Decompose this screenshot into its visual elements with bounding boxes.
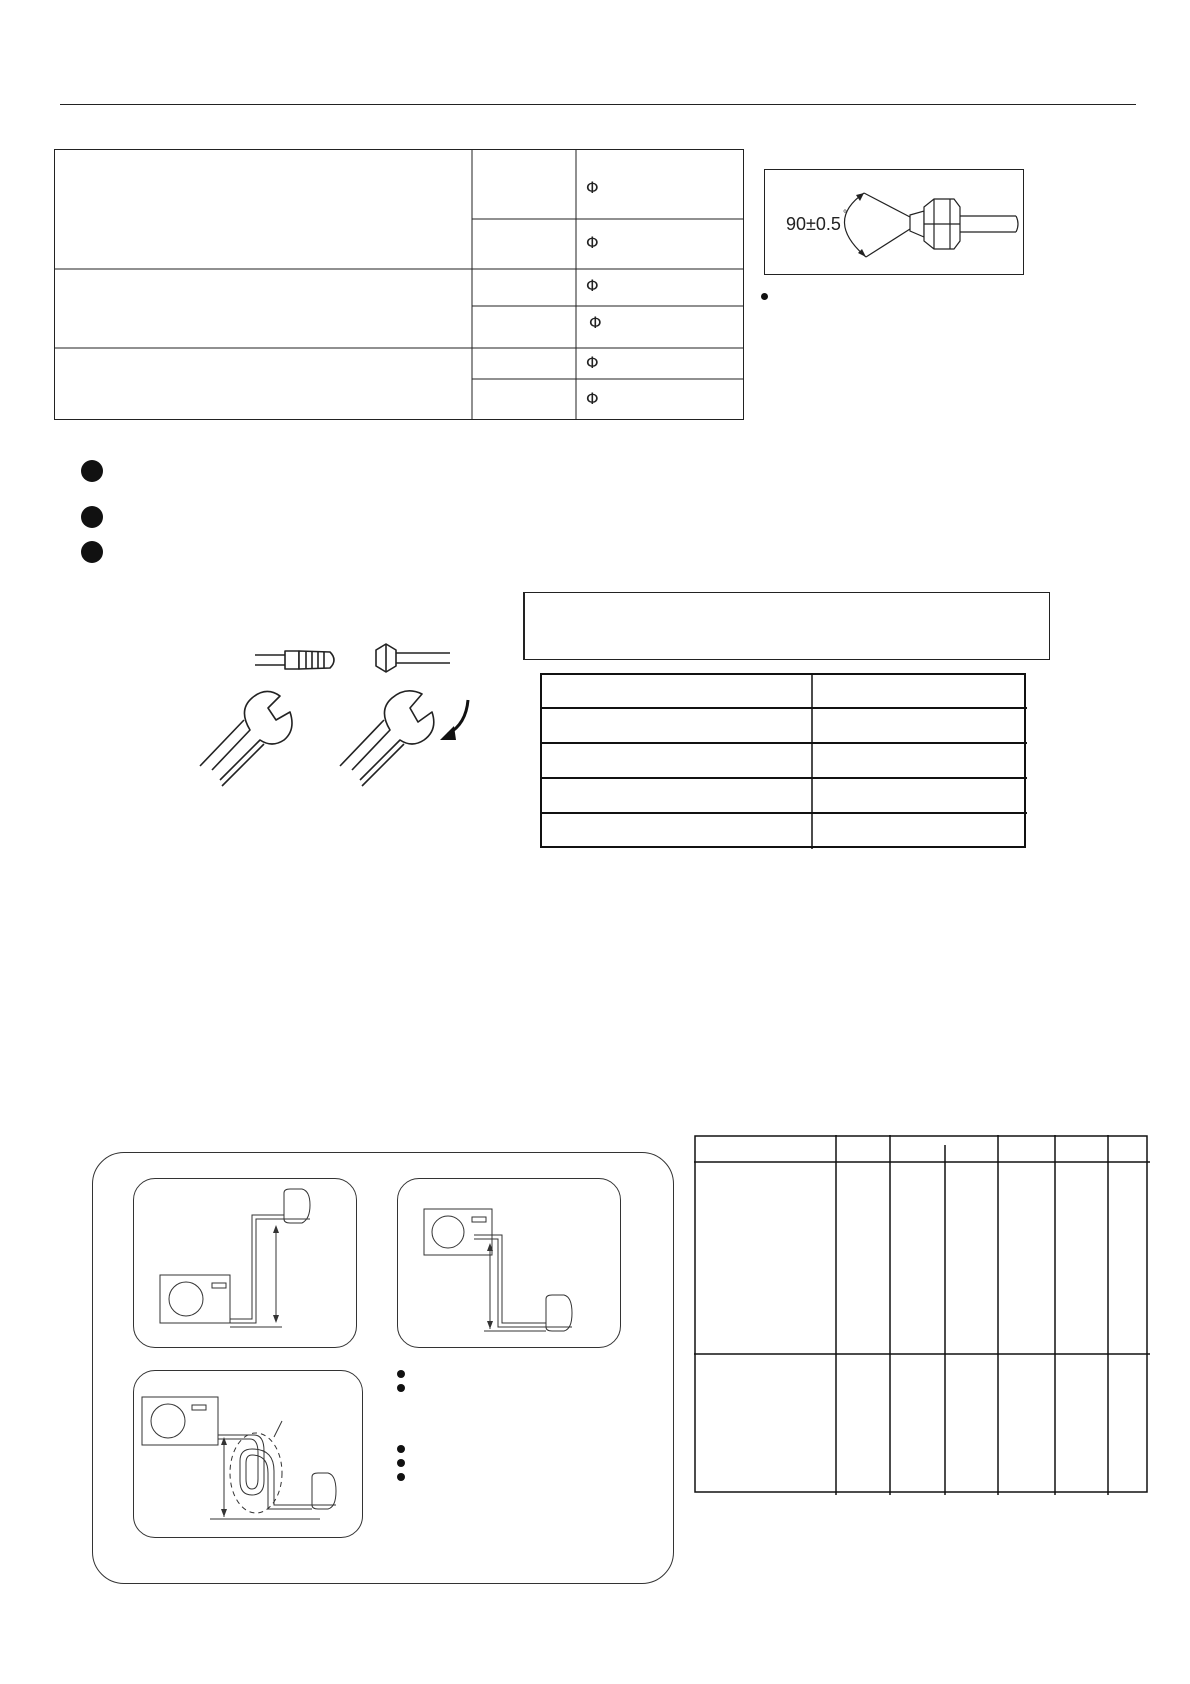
torque-table — [540, 673, 1027, 849]
flare-angle-diagram — [764, 169, 1024, 276]
header-rule — [60, 104, 1136, 105]
outdoor-below-drawing — [134, 1179, 356, 1347]
step-bullet — [81, 506, 103, 528]
flare-size-table-grid — [54, 149, 744, 420]
wrench-drawing — [200, 640, 480, 800]
note-bullet — [761, 293, 768, 300]
note-bullet — [397, 1445, 405, 1453]
pipe-diameter-symbol: Φ — [586, 178, 599, 197]
oil-trap-drawing — [134, 1371, 362, 1537]
wrench-illustration — [200, 640, 480, 800]
pipe-diameter-symbol: Φ — [586, 389, 599, 408]
pipe-diameter-symbol: Φ — [586, 353, 599, 372]
pipe-diameter-symbol: Φ — [589, 313, 602, 332]
flare-angle-degree: ° — [843, 209, 847, 220]
spec-table-grid — [694, 1135, 1150, 1495]
diagram-oil-trap — [133, 1370, 363, 1538]
torque-note-box — [523, 592, 1050, 660]
flare-angle-label: 90±0.5 — [786, 214, 841, 234]
flare-size-table — [54, 149, 744, 420]
diagram-outdoor-above — [397, 1178, 621, 1348]
note-bullet — [397, 1459, 405, 1467]
note-bullet — [397, 1384, 405, 1392]
note-bullet — [397, 1370, 405, 1378]
outdoor-above-drawing — [398, 1179, 620, 1347]
step-bullet — [81, 541, 103, 563]
torque-table-grid — [540, 673, 1027, 849]
note-bullet — [397, 1473, 405, 1481]
pipe-diameter-symbol: Φ — [586, 233, 599, 252]
step-bullet — [81, 460, 103, 482]
spec-table — [694, 1135, 1150, 1495]
diagram-outdoor-below — [133, 1178, 357, 1348]
pipe-diameter-symbol: Φ — [586, 276, 599, 295]
